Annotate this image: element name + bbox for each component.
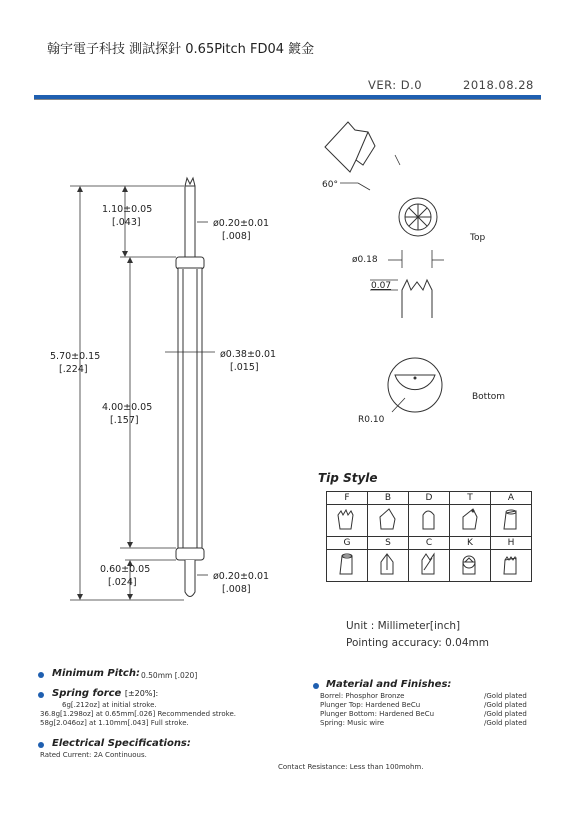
tip-style-table — [326, 491, 532, 582]
tip-code: C — [409, 537, 450, 550]
tip-length-inch: [.043] — [112, 217, 141, 228]
barrel-collar-top — [176, 257, 204, 269]
tip-code: T — [450, 492, 491, 505]
tip-s-illustration — [368, 550, 409, 582]
bottom-length-inch: [.024] — [108, 577, 137, 588]
tip-code: D — [409, 492, 450, 505]
bullet-icon — [38, 692, 44, 698]
material-line: Spring: Music wire — [320, 719, 385, 727]
top-view-label: Top — [470, 233, 486, 243]
min-pitch-title: Minimum Pitch: — [52, 668, 140, 679]
tip-diameter-dim: ø0.20±0.01 — [213, 218, 270, 229]
material-finish: /Gold plated — [484, 692, 527, 700]
barrel-length-dim: 4.00±0.05 — [102, 402, 153, 413]
crown-diameter-label: ø0.18 — [352, 255, 378, 265]
tip-code: S — [368, 537, 409, 550]
tip-k-illustration — [450, 550, 491, 582]
spring-line: 36.8g[1.298oz] at 0.65mm[.026] Recommended stroke. — [40, 710, 236, 718]
revision-date: 2018.08.28 — [463, 78, 534, 92]
tip-diameter-inch: [.008] — [222, 231, 251, 242]
total-length-inch: [.224] — [59, 364, 88, 375]
tip-d-illustration — [409, 505, 450, 537]
tip-length-dim: 1.10±0.05 — [102, 204, 153, 215]
tip-style-title: Tip Style — [318, 471, 378, 485]
material-finish: /Gold plated — [484, 710, 527, 718]
bottom-view-detail — [388, 358, 442, 412]
barrel-length-inch: [.157] — [110, 415, 139, 426]
rated-current: Rated Current: 2A Continuous. — [40, 751, 147, 759]
bottom-view-label: Bottom — [472, 392, 506, 402]
unit-note: Unit : Millimeter[inch] — [346, 620, 461, 632]
barrel-diameter-inch: [.015] — [230, 362, 259, 373]
tip-code: F — [327, 492, 368, 505]
tip-f-illustration — [327, 505, 368, 537]
bullet-icon — [38, 742, 44, 748]
bottom-diameter-inch: [.008] — [222, 584, 251, 595]
material-line: Borrel: Phosphor Bronze — [320, 692, 405, 700]
tip-code: G — [327, 537, 368, 550]
accuracy-note: Pointing accuracy: 0.04mm — [346, 637, 489, 649]
top-view-detail — [399, 198, 437, 236]
material-line: Plunger Top: Hardened BeCu — [320, 701, 421, 709]
bottom-diameter-dim: ø0.20±0.01 — [213, 571, 270, 582]
bullet-icon — [38, 672, 44, 678]
tip-code: A — [491, 492, 532, 505]
tip-code: B — [368, 492, 409, 505]
tip-c-illustration — [409, 550, 450, 582]
tip-code: H — [491, 537, 532, 550]
barrel-collar-bottom — [176, 548, 204, 560]
spring-line: 6g[.212oz] at initial stroke. — [62, 701, 157, 709]
tip-a-illustration — [491, 505, 532, 537]
barrel-diameter-dim: ø0.38±0.01 — [220, 349, 277, 360]
spring-force-tolerance: [±20%]: — [124, 689, 159, 698]
spring-force-title: Spring force — [52, 688, 122, 699]
material-line: Plunger Bottom: Hardened BeCu — [320, 710, 435, 718]
tip-code: K — [450, 537, 491, 550]
probe-pin-drawing — [176, 178, 204, 597]
crown-height-label: 0.07 — [371, 281, 392, 291]
spring-line: 58g[2.046oz] at 1.10mm[.043] Full stroke. — [40, 719, 189, 727]
top-plunger — [185, 186, 195, 258]
bottom-plunger — [185, 560, 195, 597]
total-length-dim: 5.70±0.15 — [50, 351, 101, 362]
tip-t-illustration — [450, 505, 491, 537]
tip-h-illustration — [491, 550, 532, 582]
electrical-title: Electrical Specifications: — [52, 738, 191, 749]
bottom-length-dim: 0.60±0.05 — [100, 564, 151, 575]
tip-b-illustration — [368, 505, 409, 537]
tip-g-illustration — [327, 550, 368, 582]
tip-angle-label: 60° — [322, 180, 338, 190]
material-finish: /Gold plated — [484, 701, 527, 709]
radius-label: R0.10 — [358, 415, 385, 425]
bullet-icon — [313, 683, 319, 689]
min-pitch-value: 0.50mm [.020] — [141, 671, 198, 680]
material-title: Material and Finishes: — [326, 679, 452, 690]
crown-tip — [185, 178, 195, 186]
page-title: 翰宇電子科技 測試探針 0.65Pitch FD04 鍍金 — [47, 42, 315, 57]
version-label: VER: D.0 — [368, 78, 423, 92]
material-finish: /Gold plated — [484, 719, 527, 727]
contact-resistance: Contact Resistance: Less than 100mohm. — [278, 763, 424, 771]
barrel — [178, 268, 202, 549]
